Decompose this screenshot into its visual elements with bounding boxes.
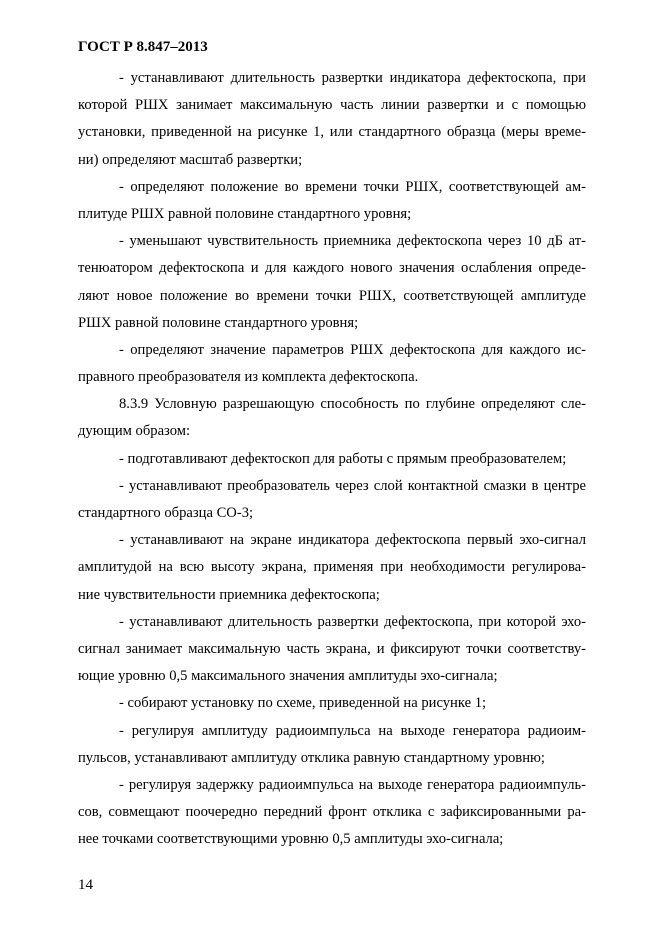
text-line: - регулируя амплитуду радиоимпульса на выходе генератора радиоим-: [119, 722, 586, 739]
text-line: РШХ равной половине стандартного уровня;: [78, 314, 359, 331]
text-line: - устанавливают длительность развертки дефектоскопа, при которой эхо-: [119, 613, 586, 630]
text-line: ющие уровню 0,5 максимального значения амплитуды эхо-сигнала;: [78, 668, 498, 685]
text-line: амплитудой на всю высоту экрана, применяя при необходимости регулирова-: [78, 559, 586, 576]
text-line: - определяют положение во времени точки РШХ, соответствующей ам-: [119, 178, 586, 195]
page-number: 14: [78, 877, 93, 893]
text-line: - устанавливают преобразователь через слой контактной смазки в центре: [119, 477, 586, 494]
text-line: сов, совмещают поочередно передний фронт отклика с зафиксированными ра-: [78, 804, 586, 821]
text-line: правного преобразователя из комплекта дефектоскопа.: [78, 369, 419, 386]
text-line: - устанавливают длительность развертки индикатора дефектоскопа, при: [119, 70, 586, 86]
text-line: установки, приведенной на рисунке 1, или стандартного образца (меры време-: [78, 124, 586, 141]
text-line: сигнал занимает максимальную часть экрана, и фиксируют точки соответству-: [78, 640, 586, 657]
text-line: которой РШХ занимает максимальную часть линии развертки и с помощью: [78, 97, 586, 114]
text-line: - уменьшают чувствительность приемника дефектоскопа через 10 дБ ат-: [119, 233, 586, 250]
text-line: 8.3.9 Условную разрешающую способность по глубине определяют сле-: [119, 396, 586, 413]
text-line: - подготавливают дефектоскоп для работы с прямым преобразователем;: [119, 450, 567, 467]
text-line: нее точками соответствующими уровню 0,5 амплитуды эхо-сигнала;: [78, 831, 504, 848]
text-line: - регулируя задержку радиоимпульса на выходе генератора радиоимпуль-: [119, 776, 586, 793]
text-line: дующим образом:: [78, 423, 191, 440]
text-line: пульсов, устанавливают амплитуду отклика равную стандартному уровню;: [78, 749, 545, 766]
text-line: ни) определяют масштаб развертки;: [78, 151, 303, 168]
body-text: [78, 65, 586, 853]
text-line: - собирают установку по схеме, приведенной на рисунке 1;: [119, 695, 487, 712]
text-line: тенюатором дефектоскопа и для каждого нового значения ослабления опреде-: [78, 260, 586, 277]
text-line: - устанавливают на экране индикатора дефектоскопа первый эхо-сигнал: [119, 532, 586, 549]
text-line: плитуде РШХ равной половине стандартного уровня;: [78, 205, 412, 222]
text-line: стандартного образца СО-3;: [78, 505, 254, 521]
document-header: ГОСТ Р 8.847–2013: [78, 39, 208, 55]
text-line: - определяют значение параметров РШХ дефектоскопа для каждого ис-: [119, 341, 586, 358]
text-line: ляют новое положение во времени точки РШХ, соответствующей амплитуде: [78, 287, 586, 304]
text-line: ние чувствительности приемника дефектоскопа;: [78, 586, 380, 603]
